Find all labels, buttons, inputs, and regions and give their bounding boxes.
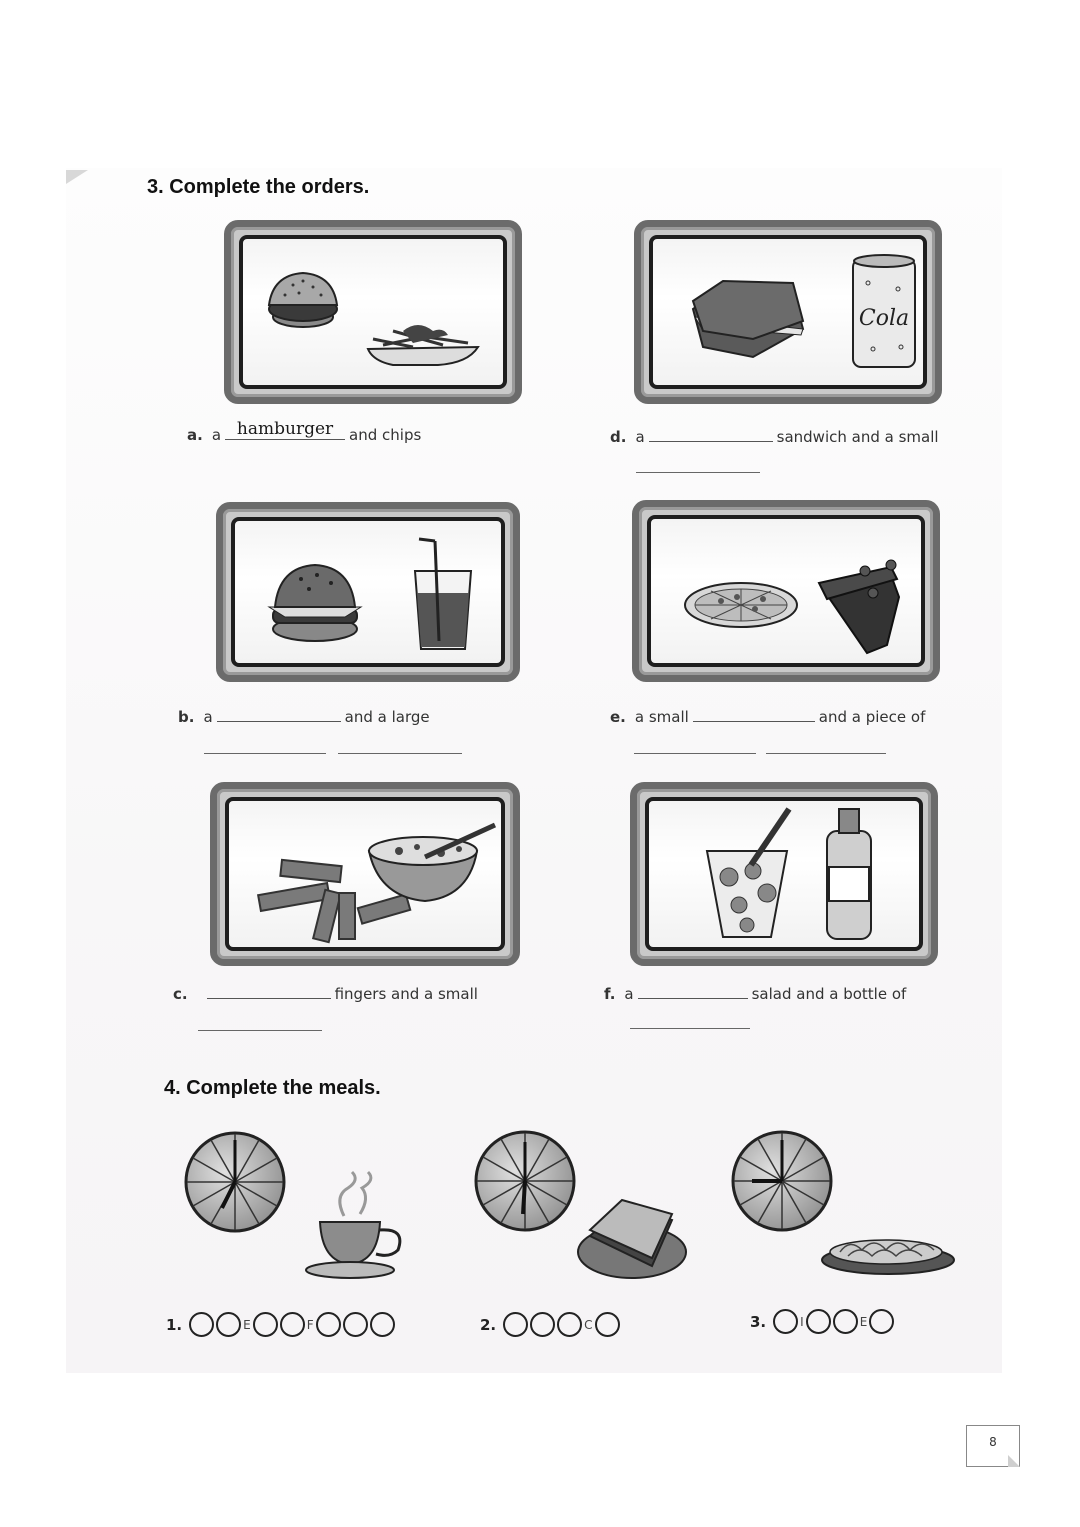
letter-circle[interactable] bbox=[806, 1309, 831, 1334]
tray-f-image bbox=[630, 782, 938, 966]
blank-f[interactable] bbox=[638, 984, 748, 999]
clock-and-spaghetti-icon bbox=[730, 1126, 960, 1286]
blank-b[interactable] bbox=[217, 707, 341, 722]
blank-b-2[interactable] bbox=[204, 753, 326, 754]
blank-d[interactable] bbox=[649, 427, 773, 442]
exercise-3-title: 3. Complete the orders. bbox=[147, 176, 370, 198]
meal-2-answer: 2. C bbox=[480, 1312, 621, 1337]
blank-f-2[interactable] bbox=[630, 1028, 750, 1029]
fish-fingers-and-salad-icon bbox=[229, 801, 501, 947]
caption-e: e. a small and a piece of bbox=[610, 708, 926, 726]
hamburger-and-chips-icon bbox=[243, 239, 503, 385]
blank-c-2[interactable] bbox=[198, 1030, 322, 1031]
caption-d: d. a sandwich and a small bbox=[610, 428, 939, 446]
blank-e-3[interactable] bbox=[766, 753, 886, 754]
caption-b: b. a and a large bbox=[178, 708, 430, 726]
letter-circle[interactable] bbox=[316, 1312, 341, 1337]
meal-1-illustration bbox=[184, 1126, 424, 1286]
blank-d-2[interactable] bbox=[636, 472, 760, 473]
tray-d-image bbox=[634, 220, 942, 404]
letter-circle[interactable] bbox=[503, 1312, 528, 1337]
letter-circle[interactable] bbox=[280, 1312, 305, 1337]
cheeseburger-and-drink-icon bbox=[235, 521, 501, 663]
meal-2-illustration bbox=[472, 1126, 702, 1286]
letter-circle[interactable] bbox=[557, 1312, 582, 1337]
letter-circle[interactable] bbox=[189, 1312, 214, 1337]
blank-e[interactable] bbox=[693, 707, 815, 722]
caption-a: a. a hamburger and chips bbox=[187, 419, 422, 444]
letter-circle[interactable] bbox=[253, 1312, 278, 1337]
page-number-box bbox=[966, 1425, 1020, 1467]
meal-3-answer: 3. I E bbox=[750, 1309, 895, 1334]
pizza-and-cake-icon bbox=[651, 519, 921, 663]
clock-and-tea-icon bbox=[184, 1126, 424, 1286]
letter-circle[interactable] bbox=[370, 1312, 395, 1337]
letter-circle[interactable] bbox=[833, 1309, 858, 1334]
letter-circle[interactable] bbox=[773, 1309, 798, 1334]
caption-f: f. a salad and a bottle of bbox=[604, 985, 907, 1003]
tray-e-image bbox=[632, 500, 940, 682]
fruit-salad-and-water-bottle-icon bbox=[649, 801, 919, 947]
exercise-4-title: 4. Complete the meals. bbox=[164, 1077, 381, 1099]
blank-e-2[interactable] bbox=[634, 753, 756, 754]
page-fold-icon bbox=[1008, 1455, 1020, 1467]
letter-circle[interactable] bbox=[343, 1312, 368, 1337]
blank-c[interactable] bbox=[207, 984, 331, 999]
corner-mark bbox=[66, 170, 88, 184]
letter-circle[interactable] bbox=[595, 1312, 620, 1337]
tray-c-image bbox=[210, 782, 520, 966]
tray-b-image bbox=[216, 502, 520, 682]
page-number: 8 bbox=[989, 1435, 997, 1449]
clock-and-sandwich-icon bbox=[472, 1126, 702, 1286]
blank-b-3[interactable] bbox=[338, 753, 462, 754]
letter-circle[interactable] bbox=[216, 1312, 241, 1337]
svg-text:Cola: Cola bbox=[858, 306, 910, 331]
caption-c: c. fingers and a small bbox=[173, 985, 478, 1003]
meal-3-illustration bbox=[730, 1126, 960, 1286]
meal-1-answer: 1. E F bbox=[166, 1312, 396, 1337]
letter-circle[interactable] bbox=[869, 1309, 894, 1334]
letter-circle[interactable] bbox=[530, 1312, 555, 1337]
sandwich-and-cola-icon bbox=[653, 239, 923, 385]
blank-a[interactable]: hamburger bbox=[225, 425, 345, 440]
tray-a-image bbox=[224, 220, 522, 404]
